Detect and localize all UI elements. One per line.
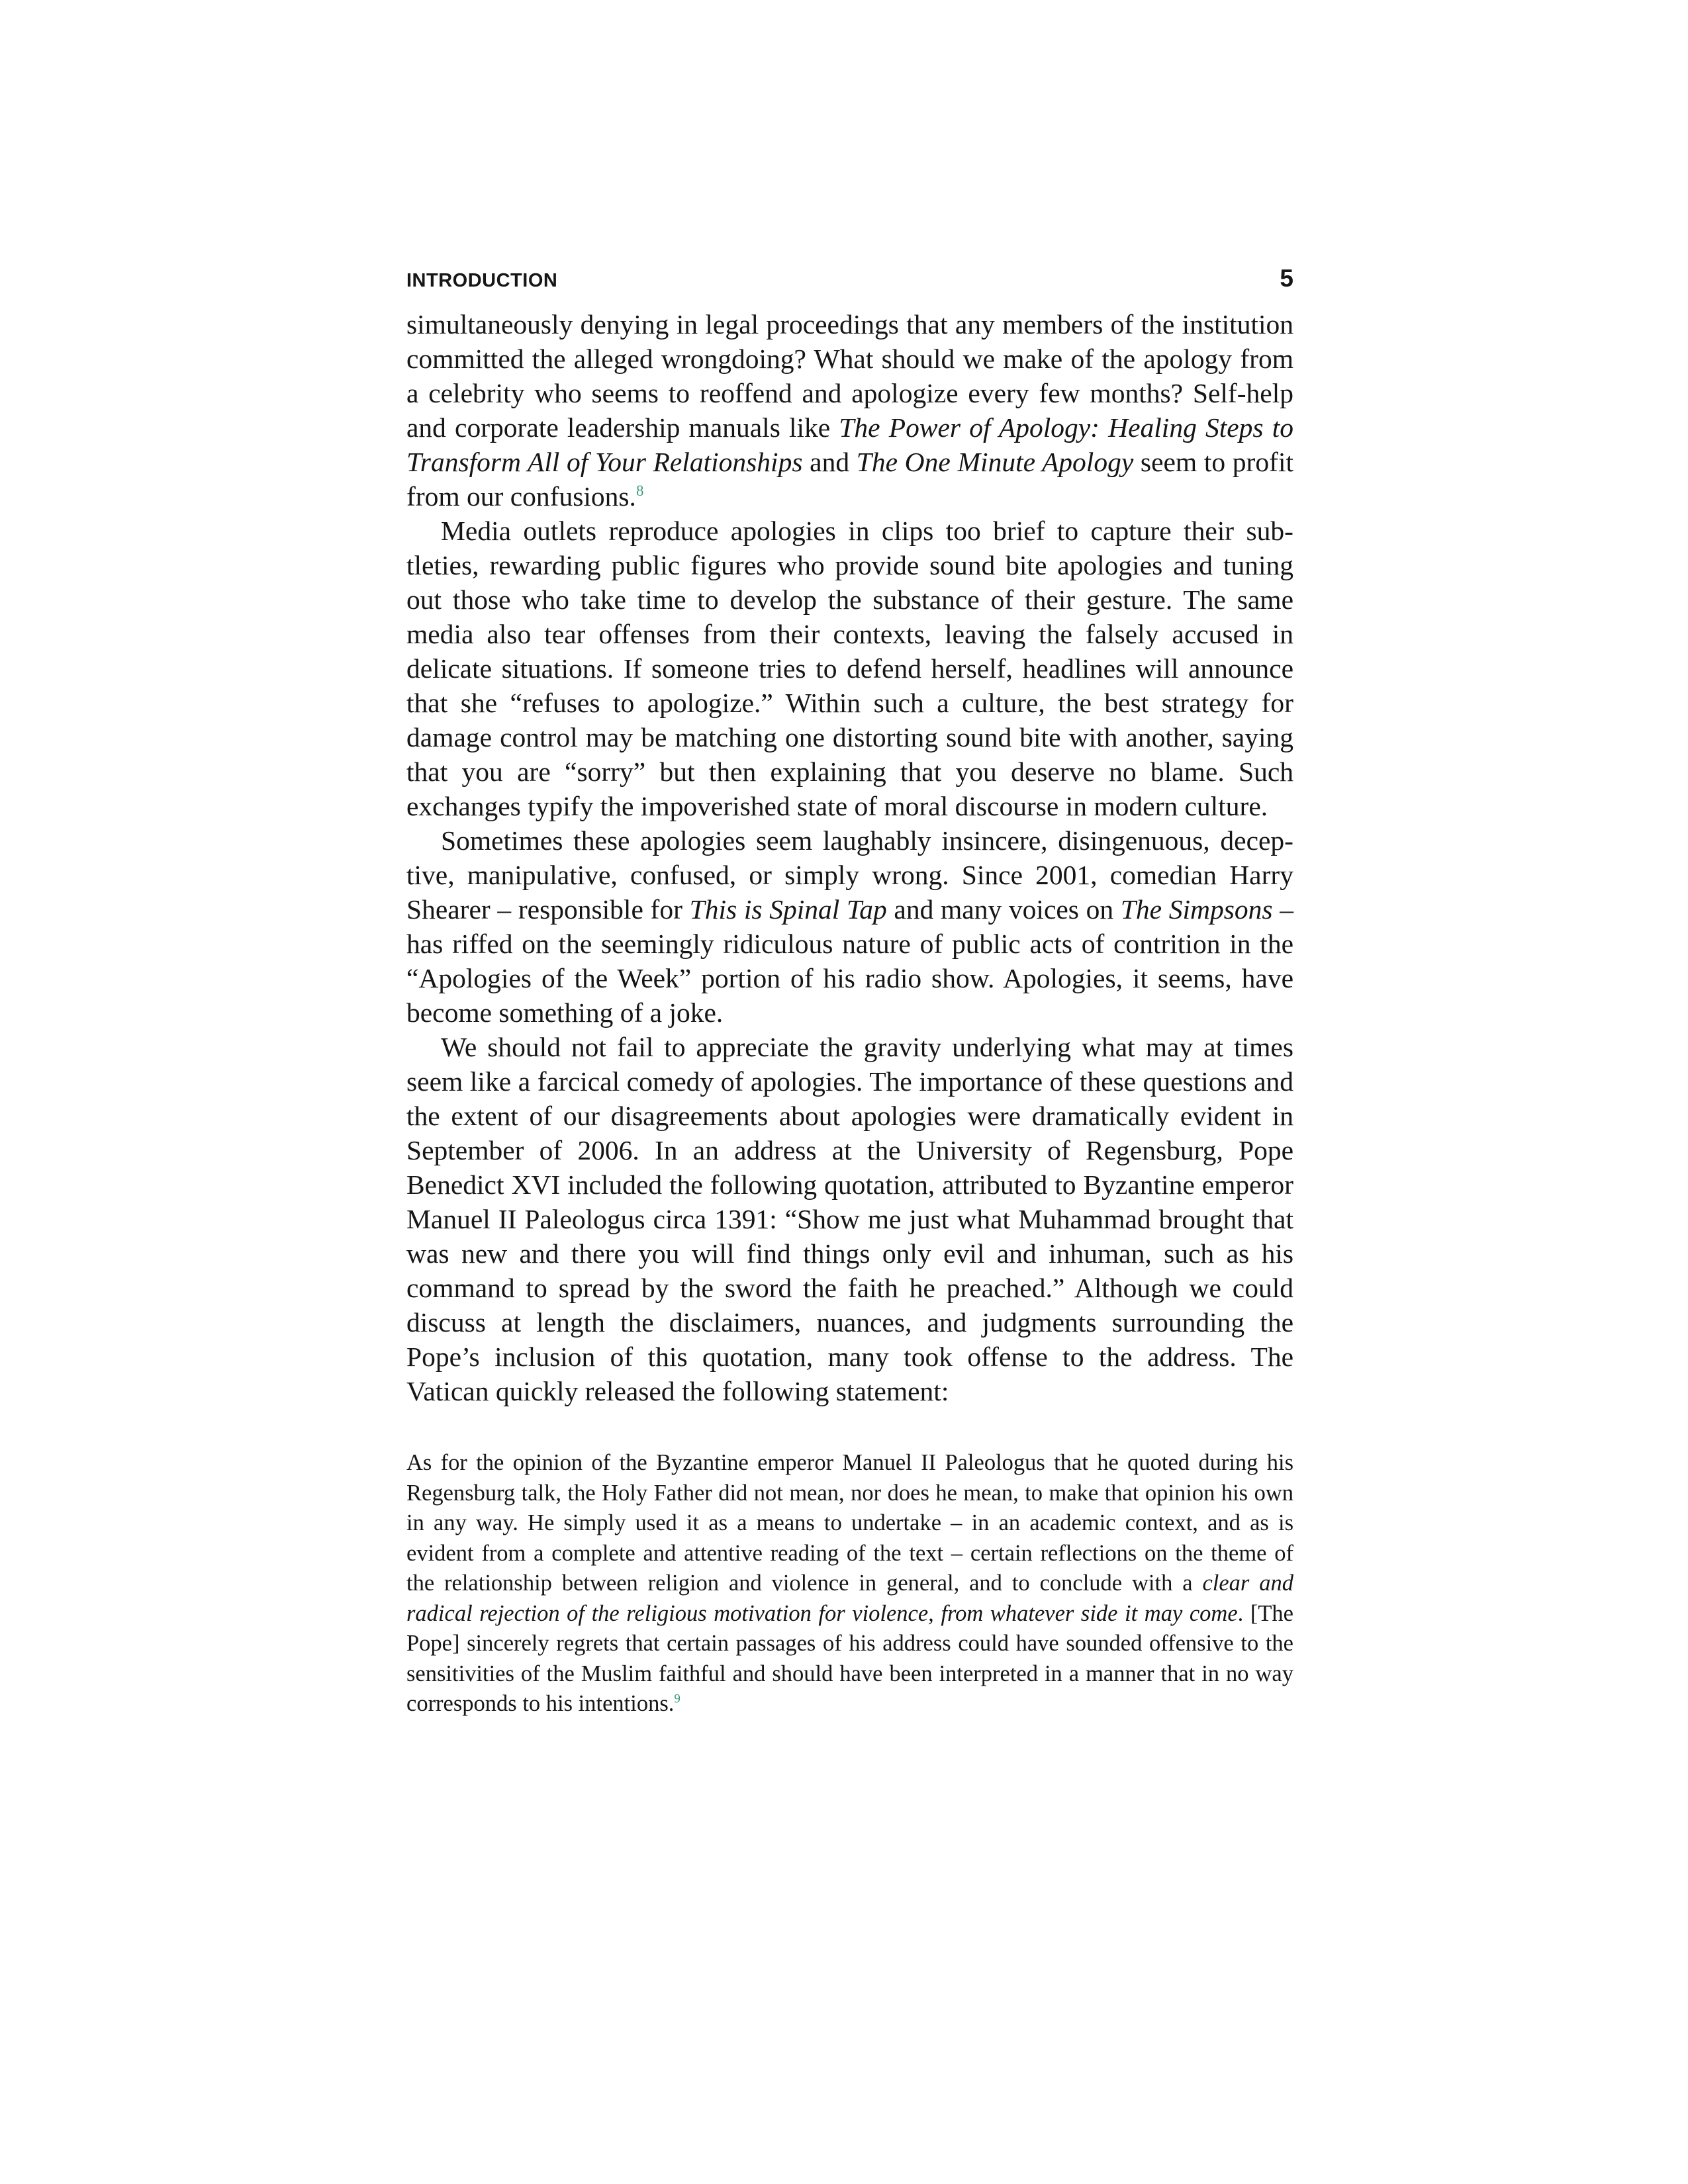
chapter-title: INTRODUCTION xyxy=(406,270,558,291)
page-number: 5 xyxy=(1280,265,1293,292)
paragraph-3 xyxy=(406,823,1293,1030)
text-span: and xyxy=(802,447,857,477)
book-title-power-of-apology: The Power of Apology: Healing Steps to Transform All of Your Relationships xyxy=(406,412,1293,477)
vatican-statement-quote xyxy=(406,1448,1293,1719)
paragraph-2 xyxy=(406,514,1293,823)
book-title-one-minute-apology: The One Minute Apology xyxy=(856,447,1134,477)
text-span: Media outlets reproduce apologies in clips too brief to capture their subtleties, rewarding public figures who provide sound bite apologies and tuning out those who take time to develop the substance of their gesture. The same media also tear offenses from their contexts, leaving the falsely accused in delicate situations. If someone tries to defend herself, headlines will announce that she “refuses to apologize.” Within such a culture, the best strategy for damage control may be matching one distorting sound bite with another, saying that you are “sorry” but then explaining that you deserve no blame. Such exchanges typify the impoverished state of moral discourse in modern culture. xyxy=(406,516,1293,821)
text-span: . [The Pope] sincerely regrets that certain passages of his address could have sounded offensive to the sensitivities of the Muslim faithful and should have been interpreted in a manner that in no way corresponds to his intentions. xyxy=(406,1600,1293,1716)
title-spinal-tap: This is Spinal Tap xyxy=(689,894,887,925)
text-span: – has riffed on the seemingly ridiculous nature of public acts of contrition in the “Apologies of the Week” portion of his radio show. Apologies, it seems, have become something of a joke. xyxy=(406,894,1293,1028)
italic-emphasis: clear and radical rejection of the religious motivation for violence, from whatever side it may come xyxy=(406,1570,1293,1626)
text-span: and many voices on xyxy=(886,894,1121,925)
text-span: As for the opinion of the Byzantine emperor Manuel II Paleologus that he quoted during his Regensburg talk, the Holy Father did not mean, nor does he mean, to make that opinion his own in any way. He simply used it as a means to undertake – in an academic context, and as is evident from a complete and attentive reading of the text – certain reflections on the theme of the relationship between religion and violence in general, and to conclude with a xyxy=(406,1450,1293,1596)
footnote-marker-8[interactable]: 8 xyxy=(635,482,644,500)
text-span: simultaneously denying in legal proceedings that any members of the institution committed the alleged wrongdoing? What should we make of the apology from a celebrity who seems to reoffend and apologize every few months? Self-help and corporate leadership manuals like xyxy=(406,309,1293,443)
paragraph-1 xyxy=(406,307,1293,514)
paragraph-4 xyxy=(406,1030,1293,1408)
body-text xyxy=(406,307,1293,1408)
book-page xyxy=(406,265,1293,1719)
text-span: Sometimes these apologies seem laughably insincere, disingenuous, deceptive, manipulative, confused, or simply wrong. Since 2001, comedian Harry Shearer – responsible for xyxy=(406,825,1293,925)
text-span: seem to profit from our confusions. xyxy=(406,447,1294,512)
text-span: We should not fail to appreciate the gravity underlying what may at times seem like a farcical comedy of apologies. The importance of these questions and the extent of our disagreements about apologies were dramatically evident in September of 2006. In an address at the University of Regensburg, Pope Benedict XVI included the following quotation, attributed to Byzantine emperor Manuel II Paleologus circa 1391: “Show me just what Muhammad brought that was new and there you will find things only evil and inhuman, such as his command to spread by the sword the faith he preached.” Although we could discuss at length the disclaimers, nuances, and judgments surrounding the Pope’s inclusion of this quotation, many took offense to the address. The Vatican quickly released the following statement: xyxy=(406,1032,1293,1406)
blockquote-paragraph xyxy=(406,1448,1293,1719)
title-simpsons: The Simpsons xyxy=(1120,894,1273,925)
footnote-marker-9[interactable]: 9 xyxy=(674,1692,680,1706)
running-head xyxy=(406,265,1293,293)
